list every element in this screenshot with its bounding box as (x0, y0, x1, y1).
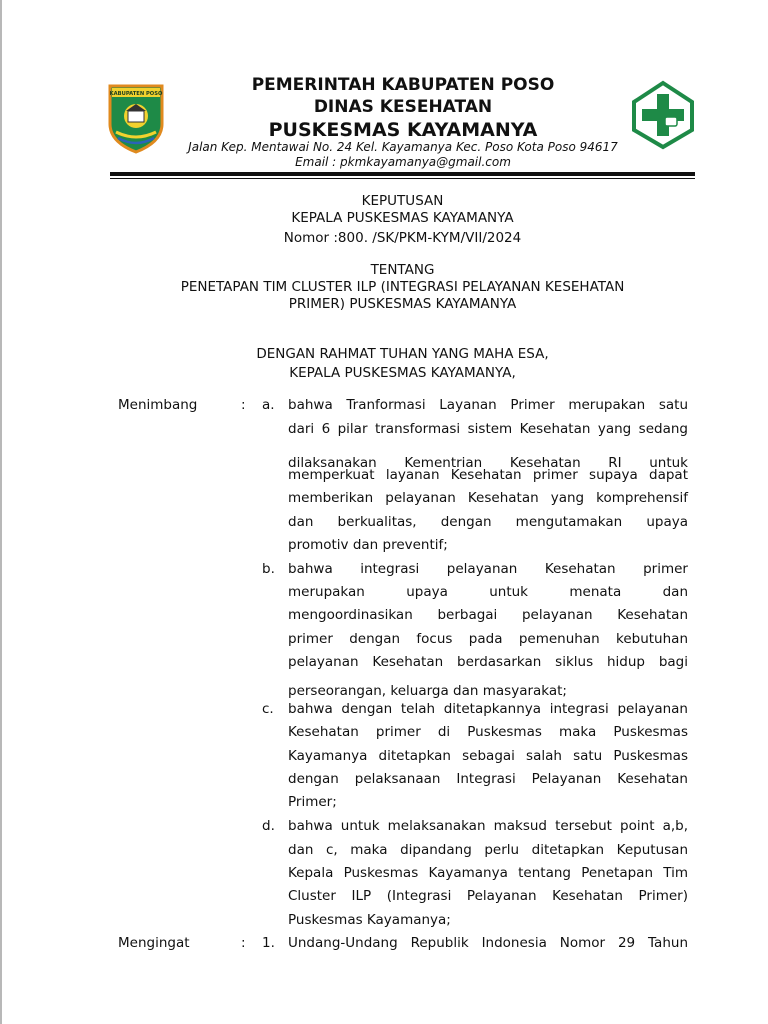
letterhead-rule (110, 172, 695, 176)
item-a-line: promotiv dan preventif; (288, 537, 448, 553)
item-c-line: Kayamanya ditetapkan sebagai salah satu Puskesmas (288, 748, 688, 764)
item-c-line: dengan pelaksanaan Integrasi Pelayanan Kesehatan (288, 771, 688, 787)
letterhead-department: DINAS KESEHATAN (313, 97, 493, 117)
page-edge (0, 0, 2, 1024)
item-a-line: dari 6 pilar transformasi sistem Kesehatan yang sedang (288, 421, 688, 437)
item-a-line: memperkuat layanan Kesehatan primer supaya dapat (288, 467, 688, 483)
item-marker-1: 1. (262, 935, 275, 951)
letterhead-email: Email : pkmkayamanya@gmail.com (295, 155, 511, 169)
decree-subject-line-2: PRIMER) PUSKESMAS KAYAMANYA (288, 296, 517, 312)
item-a-line: bahwa Tranformasi Layanan Primer merupakan satu (288, 397, 688, 413)
menimbang-label: Menimbang (118, 397, 198, 413)
item-b-line: pelayanan Kesehatan berdasarkan siklus hidup bagi (288, 654, 688, 670)
decree-number: Nomor :800. /SK/PKM-KYM/VII/2024 (283, 230, 522, 246)
item-d-line: bahwa untuk melaksanakan maksud tersebut point a,b, (288, 818, 688, 834)
item-b-line: mengoordinasikan berbagai pelayanan Kesehatan (288, 607, 688, 623)
letterhead-puskesmas: PUSKESMAS KAYAMANYA (268, 119, 538, 141)
opening-line-1: DENGAN RAHMAT TUHAN YANG MAHA ESA, (256, 346, 549, 362)
mengingat-colon: : (241, 935, 246, 951)
item-b-line: perseorangan, keluarga dan masyarakat; (288, 683, 567, 699)
item-d-line: Kepala Puskesmas Kayamanya tentang Penetapan Tim (288, 865, 688, 881)
decree-issuer: KEPALA PUSKESMAS KAYAMANYA (291, 210, 514, 226)
item-a-line: memberikan pelayanan Kesehatan yang komprehensif (288, 490, 688, 506)
item-marker-d: d. (262, 818, 275, 834)
item-c-line: bahwa dengan telah ditetapkannya integrasi pelayanan (288, 701, 688, 717)
item-c-line: Kesehatan primer di Puskesmas maka Puskesmas (288, 724, 688, 740)
logo-text: KABUPATEN POSO (109, 91, 163, 97)
letterhead-government: PEMERINTAH KABUPATEN POSO (251, 75, 555, 95)
item-d-line: Puskesmas Kayamanya; (288, 912, 451, 928)
decree-heading: KEPUTUSAN (361, 193, 444, 209)
item-b-line: primer dengan focus pada pemenuhan kebutuhan (288, 631, 688, 647)
item-marker-a: a. (262, 397, 275, 413)
puskesmas-green-cross-icon (630, 80, 696, 150)
opening-line-2: KEPALA PUSKESMAS KAYAMANYA, (289, 365, 516, 381)
item-a-line: dilaksanakan Kementrian Kesehatan RI untuk (288, 455, 688, 471)
letterhead-rule-thin (110, 178, 695, 179)
item-marker-c: c. (262, 701, 274, 717)
decree-subject-line-1: PENETAPAN TIM CLUSTER ILP (INTEGRASI PELAYANAN KESEHATAN (180, 279, 625, 295)
item-1-line: Undang-Undang Republik Indonesia Nomor 29 Tahun (288, 935, 688, 951)
item-c-line: Primer; (288, 794, 337, 810)
item-marker-b: b. (262, 561, 275, 577)
menimbang-colon: : (241, 397, 246, 413)
item-a-line: dan berkualitas, dengan mengutamakan upaya (288, 514, 688, 530)
item-d-line: Cluster ILP (Integrasi Pelayanan Kesehatan Primer) (288, 888, 688, 904)
about-heading: TENTANG (370, 262, 435, 278)
item-b-line: bahwa integrasi pelayanan Kesehatan primer (288, 561, 688, 577)
letterhead-address: Jalan Kep. Mentawai No. 24 Kel. Kayamanya Kec. Poso Kota Poso 94617 (188, 140, 618, 154)
item-d-line: dan c, maka dipandang perlu ditetapkan Keputusan (288, 842, 688, 858)
item-b-line: merupakan upaya untuk menata dan (288, 584, 688, 600)
mengingat-label: Mengingat (118, 935, 190, 951)
